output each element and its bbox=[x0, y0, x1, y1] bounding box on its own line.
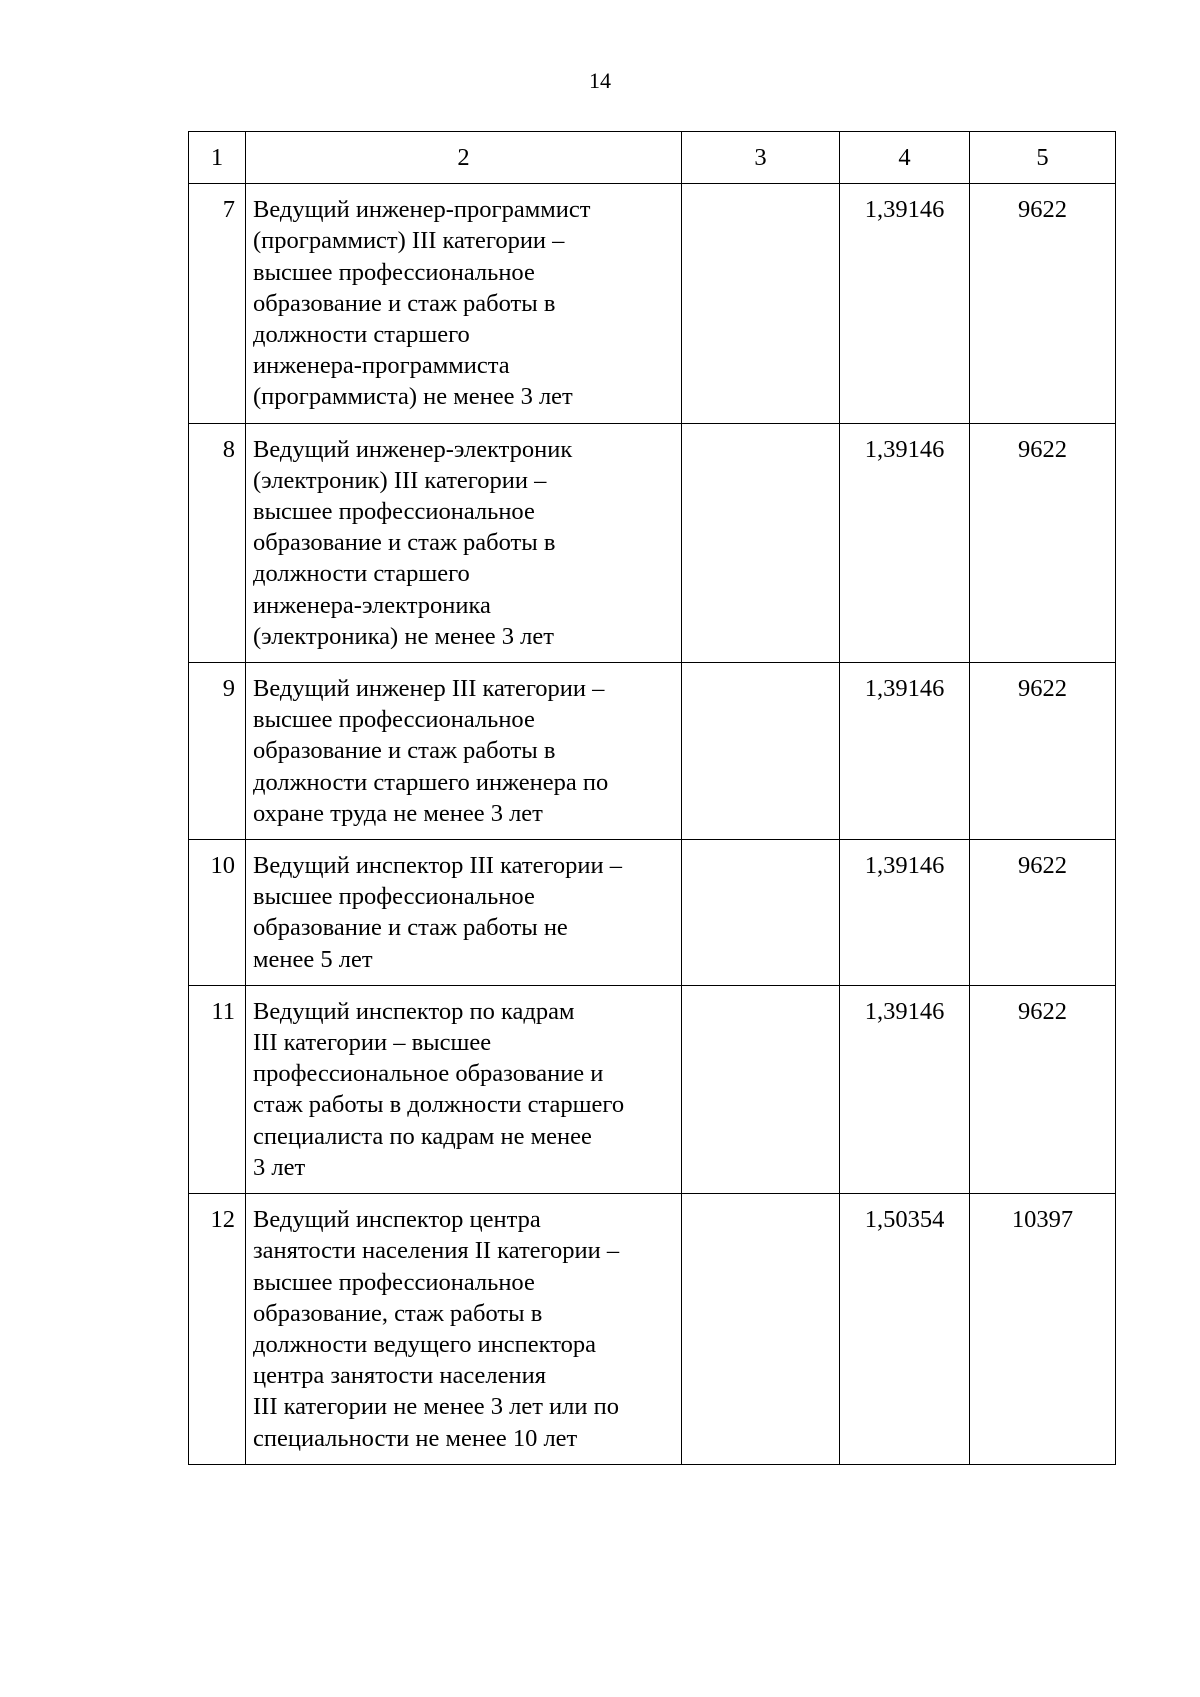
table-row bbox=[189, 1194, 1116, 1465]
description-line: должности ведущего инспектора bbox=[253, 1330, 596, 1358]
table-header-row bbox=[189, 132, 1116, 184]
position-description-cell bbox=[246, 840, 682, 986]
positions-table bbox=[188, 131, 1116, 1465]
description-line: 3 лет bbox=[253, 1153, 306, 1181]
salary-cell: 10397 bbox=[970, 1194, 1116, 1465]
description-line: высшее профессиональное bbox=[253, 258, 535, 286]
salary-cell: 9622 bbox=[970, 184, 1116, 423]
row-number-cell: 11 bbox=[189, 985, 246, 1193]
column-3-cell bbox=[682, 184, 840, 423]
coefficient-cell: 1,39146 bbox=[840, 663, 970, 840]
table-row bbox=[189, 184, 1116, 423]
description-line: должности старшего bbox=[253, 321, 470, 349]
description-line: Ведущий инженер-программист bbox=[253, 196, 591, 224]
column-3-cell bbox=[682, 423, 840, 662]
page-number: 14 bbox=[589, 68, 611, 93]
row-number-cell: 10 bbox=[189, 840, 246, 986]
row-number-cell: 9 bbox=[189, 663, 246, 840]
description-line: высшее профессиональное bbox=[253, 498, 535, 526]
salary-cell: 9622 bbox=[970, 985, 1116, 1193]
row-number-cell: 12 bbox=[189, 1194, 246, 1465]
column-3-cell bbox=[682, 1194, 840, 1465]
description-line: менее 5 лет bbox=[253, 945, 373, 973]
salary-cell: 9622 bbox=[970, 423, 1116, 662]
description-line: высшее профессиональное bbox=[253, 1268, 535, 1296]
table-row bbox=[189, 985, 1116, 1193]
description-line: (электроник) III категории – bbox=[253, 466, 547, 494]
column-3-cell bbox=[682, 840, 840, 986]
description-line: должности старшего инженера по bbox=[253, 768, 609, 796]
description-line: III категории не менее 3 лет или по bbox=[253, 1393, 619, 1421]
header-cell-2: 2 bbox=[246, 132, 682, 184]
header-cell-4: 4 bbox=[840, 132, 970, 184]
coefficient-cell: 1,39146 bbox=[840, 985, 970, 1193]
position-description-cell bbox=[246, 423, 682, 662]
description-line: профессиональное образование и bbox=[253, 1060, 604, 1088]
row-number-cell: 7 bbox=[189, 184, 246, 423]
description-line: Ведущий инженер-электроник bbox=[253, 435, 573, 463]
description-line: образование и стаж работы в bbox=[253, 529, 556, 557]
description-line: центра занятости населения bbox=[253, 1362, 546, 1390]
coefficient-cell: 1,39146 bbox=[840, 840, 970, 986]
row-number-cell: 8 bbox=[189, 423, 246, 662]
description-line: (электроника) не менее 3 лет bbox=[253, 622, 554, 650]
description-line: Ведущий инженер III категории – bbox=[253, 675, 605, 703]
table-row bbox=[189, 663, 1116, 840]
description-line: инженера-программиста bbox=[253, 352, 510, 380]
coefficient-cell: 1,39146 bbox=[840, 423, 970, 662]
description-line: (программист) III категории – bbox=[253, 227, 565, 255]
description-line: стаж работы в должности старшего bbox=[253, 1091, 625, 1119]
description-line: специалиста по кадрам не менее bbox=[253, 1122, 592, 1150]
description-line: образование и стаж работы в bbox=[253, 737, 556, 765]
column-3-cell bbox=[682, 663, 840, 840]
header-cell-1: 1 bbox=[189, 132, 246, 184]
description-line: высшее профессиональное bbox=[253, 883, 535, 911]
salary-cell: 9622 bbox=[970, 663, 1116, 840]
header-cell-5: 5 bbox=[970, 132, 1116, 184]
column-3-cell bbox=[682, 985, 840, 1193]
description-line: должности старшего bbox=[253, 560, 470, 588]
salary-cell: 9622 bbox=[970, 840, 1116, 986]
description-line: занятости населения II категории – bbox=[253, 1237, 620, 1265]
table-row bbox=[189, 840, 1116, 986]
description-line: (программиста) не менее 3 лет bbox=[253, 383, 573, 411]
position-description-cell bbox=[246, 1194, 682, 1465]
description-line: Ведущий инспектор III категории – bbox=[253, 852, 622, 880]
description-line: инженера-электроника bbox=[253, 591, 491, 619]
table-row bbox=[189, 423, 1116, 662]
description-line: III категории – высшее bbox=[253, 1029, 492, 1057]
description-line: образование и стаж работы в bbox=[253, 289, 556, 317]
description-line: Ведущий инспектор центра bbox=[253, 1206, 541, 1234]
position-description-cell bbox=[246, 663, 682, 840]
description-line: образование и стаж работы не bbox=[253, 914, 568, 942]
description-line: специальности не менее 10 лет bbox=[253, 1424, 578, 1452]
coefficient-cell: 1,39146 bbox=[840, 184, 970, 423]
header-cell-3: 3 bbox=[682, 132, 840, 184]
position-description-cell bbox=[246, 985, 682, 1193]
description-line: Ведущий инспектор по кадрам bbox=[253, 997, 575, 1025]
table-body bbox=[189, 132, 1116, 1465]
description-line: охране труда не менее 3 лет bbox=[253, 799, 543, 827]
position-description-cell bbox=[246, 184, 682, 423]
coefficient-cell: 1,50354 bbox=[840, 1194, 970, 1465]
description-line: образование, стаж работы в bbox=[253, 1299, 543, 1327]
description-line: высшее профессиональное bbox=[253, 706, 535, 734]
